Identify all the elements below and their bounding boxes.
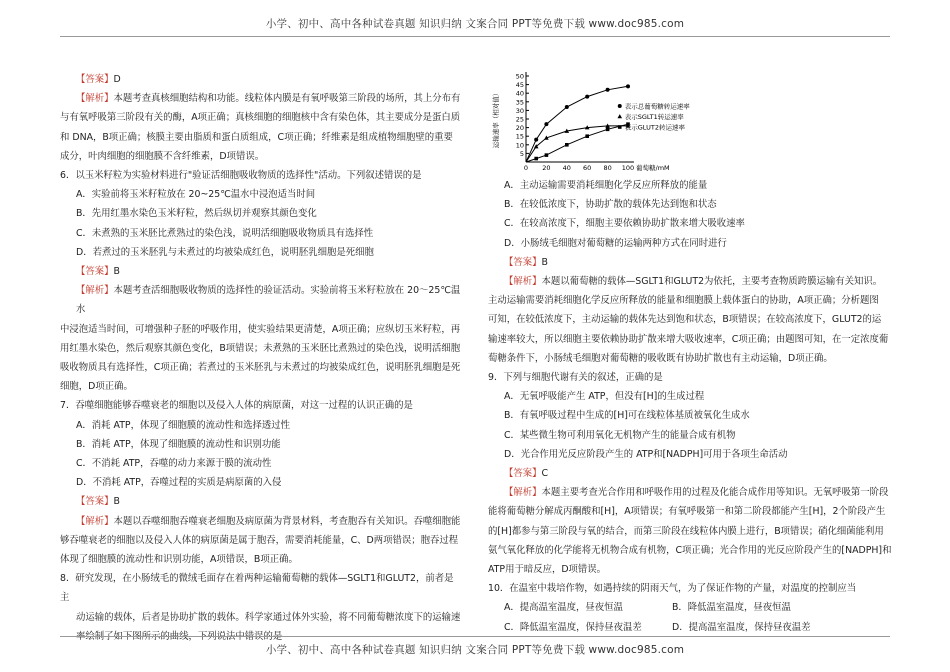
x-tick-label: 60 [583, 164, 592, 172]
text-line: 中浸泡适当时间，可增强种子胚的呼吸作用，使实验结果更清楚，A项正确；应纵切玉米籽粒，再 [60, 323, 461, 335]
explanation-label: 【解析】 [76, 515, 114, 527]
x-axis-label: 葡萄糖/mM [636, 164, 670, 172]
series-line [526, 124, 628, 162]
option-line: B．在较低浓度下，协助扩散的载体先达到饱和状态 [504, 199, 717, 211]
legend-label: 表示总葡萄糖转运速率 [624, 102, 690, 111]
data-point [565, 105, 569, 109]
left-column [60, 70, 462, 646]
option-line: C．未煮熟的玉米胚比煮熟过的染色浅，说明活细胞吸收物质具有选择性 [76, 227, 374, 239]
data-point [617, 114, 622, 118]
line-text: B [113, 266, 120, 278]
text-line: 主动运输需要消耗细胞化学反应所释放的能量和细胞膜上载体蛋白的协助，A项正确；分析题图 [488, 295, 879, 307]
data-point [618, 125, 622, 129]
transport-rate-chart [488, 70, 892, 176]
line-text: B [113, 496, 120, 508]
data-point [545, 153, 549, 157]
line-text: B [541, 256, 548, 268]
option-line: B．先用红墨水染色玉米籽粒，然后纵切并观察其颜色变化 [76, 208, 317, 220]
option-line: C．在较高浓度下，细胞主要依赖协助扩散来增大吸收速率 [504, 218, 745, 230]
text-line: 可知，在较低浓度下，主动运输的载体先达到饱和状态，B项错误；在较高浓度下，GLUT2的运 [488, 314, 882, 326]
answer-line [60, 70, 462, 89]
y-tick-label: 45 [515, 81, 524, 90]
option-line: D．不消耗 ATP，吞噬过程的实质是病原菌的入侵 [76, 477, 282, 489]
page-header: 小学、初中、高中各种试卷真题 知识归纳 文案合同 PPT等免费下载 www.doc985.com [265, 18, 685, 30]
question-stem: 6．以玉米籽粒为实验材料进行"验证活细胞吸收物质的选择性"活动。下列叙述错误的是 [60, 170, 422, 182]
y-tick-label: 5 [519, 149, 524, 158]
series-line [526, 86, 628, 162]
question-stem: 9．下列与细胞代谢有关的叙述，正确的是 [488, 372, 663, 384]
page-footer: 小学、初中、高中各种试卷真题 知识归纳 文案合同 PPT等免费下载 www.doc985.com [265, 644, 685, 656]
option-text: D．提高温室温度，保持昼夜温差 [672, 621, 811, 633]
option-text: C．降低温室温度，保持昼夜温差 [504, 621, 642, 633]
option-line: C．不消耗 ATP，吞噬的动力来源于膜的流动性 [76, 458, 272, 470]
data-point [618, 104, 622, 108]
line-text: 本题考查活细胞吸收物质的选择性的验证活动。实验前将玉米籽粒放在 20～25℃温水 [76, 285, 461, 316]
explanation-line [60, 89, 462, 108]
text-line: 体现了细胞膜的流动性和识别功能，A项错误，B项正确。 [60, 554, 298, 566]
y-tick-label: 15 [515, 132, 524, 141]
explanation-line [488, 272, 892, 291]
answer-label: 【答案】 [76, 266, 114, 278]
option-line: B．有氧呼吸过程中生成的[H]可在线粒体基质被氧化生成水 [504, 410, 750, 422]
y-tick-label: 25 [515, 115, 524, 124]
answer-label: 【答案】 [76, 496, 114, 508]
explanation-line [60, 512, 462, 531]
y-tick-label: 10 [515, 141, 524, 150]
data-point [534, 138, 538, 142]
data-point [585, 134, 589, 138]
y-tick-label: 30 [515, 106, 524, 115]
text-line: 用红墨水染色，然后观察其颜色变化，B项错误；未煮熟的玉米胚比煮熟过的染色浅，说明活细胞 [60, 342, 461, 354]
question-stem: 7．吞噬细胞能够吞噬衰老的细胞以及侵入人体的病原菌，对这一过程的认识正确的是 [60, 400, 413, 412]
text-line: 和 DNA，B项正确；核膜主要由脂质和蛋白质组成，C项正确；纤维素是组成植物细胞壁的重要 [60, 131, 453, 143]
explanation-label: 【解析】 [76, 93, 114, 105]
data-point [565, 143, 569, 147]
option-pair [488, 618, 892, 637]
data-point [534, 157, 538, 161]
answer-line [488, 253, 892, 272]
right-column [488, 70, 892, 637]
option-line: A．实验前将玉米籽粒放在 20~25℃温水中浸泡适当时间 [76, 189, 316, 201]
line-text: 本题主要考查光合作用和呼吸作用的过程及化能合成作用等知识。无氧呼吸第一阶段 [541, 487, 889, 499]
data-point [585, 95, 589, 99]
option-line: A．主动运输需要消耗细胞化学反应所释放的能量 [504, 180, 708, 191]
answer-label: 【答案】 [504, 468, 542, 480]
footer-rule [60, 636, 890, 637]
explanation-line [60, 281, 462, 319]
data-point [626, 84, 630, 88]
y-axis-label: 运输速率（相对值） [492, 89, 500, 149]
text-line: 动运输的载体，后者是协助扩散的载体。科学家通过体外实验，将不同葡萄糖浓度下的运输速 [76, 611, 461, 623]
option-line: D．光合作用光反应阶段产生的 ATP和[NADPH]可用于各项生命活动 [504, 448, 788, 460]
text-line: ATP用于暗反应，D项错误。 [488, 564, 607, 576]
explanation-label: 【解析】 [504, 487, 542, 499]
text-line: 与有氧呼吸第三阶段有关的酶，A项正确；真核细胞的细胞核中含有染色体，其主要成分是蛋白质 [60, 112, 461, 124]
explanation-line [488, 483, 892, 502]
explanation-label: 【解析】 [504, 276, 542, 288]
option-line: A．消耗 ATP，体现了细胞膜的流动性和选择透过性 [76, 419, 290, 431]
text-line: 能将葡萄糖分解成丙酮酸和[H]，A项错误；有氧呼吸第一和第二阶段都能产生[H]，2个阶段产生 [488, 506, 886, 518]
line-text: 本题以吞噬细胞吞噬衰老细胞及病原菌为背景材料，考查胞吞有关知识。吞噬细胞能 [113, 515, 461, 527]
legend-label: 表示SGLT1转运速率 [624, 113, 684, 121]
y-tick-label: 50 [515, 72, 524, 81]
option-line: A．无氧呼吸能产生 ATP，但没有[H]的生成过程 [504, 391, 705, 403]
option-line: D．小肠绒毛细胞对葡萄糖的运输两种方式在同时进行 [504, 237, 727, 249]
x-tick-label: 100 [621, 164, 635, 172]
line-text: C [541, 468, 549, 480]
answer-label: 【答案】 [76, 74, 114, 85]
right-text [488, 176, 892, 637]
text-line: 够吞噬衰老的细胞以及侵入人体的病原菌是属于胞吞，需要消耗能量，C、D两项错误；胞吞过程 [60, 534, 459, 546]
data-point [606, 128, 610, 132]
text-line: 氨气氧化释放的化学能将无机物合成有机物，C项正确；光合作用的光反应阶段产生的[NADPH]和 [488, 544, 892, 556]
text-line: 细胞，D项正确。 [60, 381, 133, 393]
data-point [544, 122, 548, 126]
line-text: 本题考查真核细胞结构和功能。线粒体内膜是有氧呼吸第三阶段的场所，其上分布有 [113, 93, 461, 105]
line-text: D [113, 74, 121, 85]
answer-label: 【答案】 [504, 256, 542, 268]
text-line: 吸收物质具有选择性，C项正确；若煮过的玉米胚乳与未煮过的均被染成红色，说明胚乳细胞是死 [60, 362, 461, 374]
text-line: 萄糖条件下，小肠绒毛细胞对葡萄糖的吸收既有协助扩散也有主动运输，D项正确。 [488, 352, 833, 364]
text-line: 的[H]都参与第三阶段与氧的结合，而第三阶段在线粒体内膜上进行，B项错误；硝化细菌能利用 [488, 525, 884, 537]
option-text: A．提高温室温度，昼夜恒温 [504, 602, 623, 614]
option-text: B．降低温室温度，昼夜恒温 [672, 602, 791, 614]
text-line: 成分，叶肉细胞的细胞膜不含纤维素，D项错误。 [60, 150, 265, 162]
y-tick-label: 35 [515, 98, 524, 107]
x-tick-label: 80 [603, 164, 612, 172]
option-line: D．若煮过的玉米胚乳与未煮过的均被染成红色，说明胚乳细胞是死细胞 [76, 246, 374, 258]
x-tick-label: 40 [562, 164, 571, 172]
option-line: C．某些微生物可利用氧化无机物产生的能量合成有机物 [504, 429, 736, 441]
data-point [606, 88, 610, 92]
y-tick-label: 40 [515, 89, 524, 98]
x-tick-label: 0 [523, 164, 529, 172]
answer-line [488, 464, 892, 483]
y-tick-label: 20 [515, 124, 524, 133]
header-rule [60, 36, 890, 37]
chart-svg [488, 70, 892, 176]
option-line: B．消耗 ATP，体现了细胞膜的流动性和识别功能 [76, 438, 281, 450]
line-text: 本题以葡萄糖的载体—SGLT1和GLUT2为依托，主要考查物质跨膜运输有关知识。 [541, 276, 883, 288]
explanation-label: 【解析】 [76, 285, 114, 297]
legend-label: 表示GLUT2转运速率 [624, 123, 685, 132]
answer-line [60, 492, 462, 511]
text-line: 输速率较大，所以细胞主要依赖协助扩散来增大吸收速率，C项正确；由题图可知，在一定浓度葡 [488, 333, 889, 345]
question-stem: 8．研究发现，在小肠绒毛的微绒毛面存在着两种运输葡萄糖的载体—SGLT1和GLUT2，前者是主 [60, 573, 454, 604]
x-tick-label: 20 [542, 164, 551, 172]
option-pair [488, 598, 892, 617]
question-stem: 10．在温室中栽培作物，如遇持续的阴雨天气，为了保证作物的产量，对温度的控制应当 [488, 583, 857, 595]
answer-line [60, 262, 462, 281]
